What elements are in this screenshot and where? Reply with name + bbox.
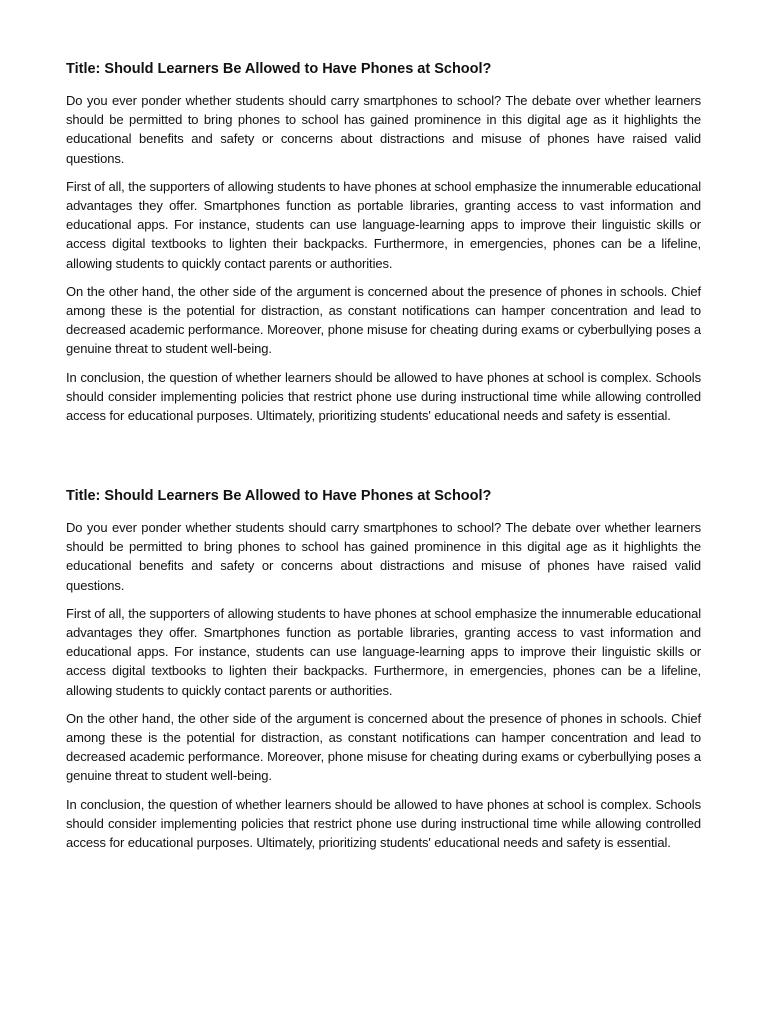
- essay-title: Title: Should Learners Be Allowed to Have Phones at School?: [66, 488, 492, 504]
- essay-paragraph-intro: Do you ever ponder whether students should carry smartphones to school? The debate over whether learners should be permitted to bring phones to school has gained prominence in this digital age as it highlights the educational benefits and safety or concerns about distractions and misuse of phones have raised valid questions.: [66, 520, 701, 593]
- essay-paragraph-conclusion: In conclusion, the question of whether learners should be allowed to have phones at school is complex. Schools should consider implementing policies that restrict phone use during instructional time while allowing controlled access for educational purposes. Ultimately, prioritizing students' educational needs and safety is essential.: [66, 369, 701, 424]
- essay-section: [66, 59, 701, 434]
- essay-paragraph-conclusion: In conclusion, the question of whether learners should be allowed to have phones at school is complex. Schools should consider implementing policies that restrict phone use during instructional time while allowing controlled access for educational purposes. Ultimately, prioritizing students' educational needs and safety is essential.: [66, 796, 701, 851]
- essay-title: Title: Should Learners Be Allowed to Have Phones at School?: [66, 61, 492, 77]
- essay-paragraph-supporters: First of all, the supporters of allowing students to have phones at school emphasize the innumerable educational advantages they offer. Smartphones function as portable libraries, granting access to vast information and educational apps. For instance, students can use language-learning apps to improve their linguistic skills or access digital textbooks to lighten their backpacks. Furthermore, in emergencies, phones can be a lifeline, allowing students to quickly contact parents or authorities.: [66, 605, 701, 698]
- essay-section: [66, 486, 701, 861]
- essay-paragraph-opponents: On the other hand, the other side of the argument is concerned about the presence of phones in schools. Chief among these is the potential for distraction, as constant notifications can hamper concentration and lead to decreased academic performance. Moreover, phone misuse for cheating during exams or cyberbullying poses a genuine threat to student well-being.: [66, 710, 701, 784]
- essay-paragraph-opponents: On the other hand, the other side of the argument is concerned about the presence of phones in schools. Chief among these is the potential for distraction, as constant notifications can hamper concentration and lead to decreased academic performance. Moreover, phone misuse for cheating during exams or cyberbullying poses a genuine threat to student well-being.: [66, 283, 701, 357]
- essay-paragraph-supporters: First of all, the supporters of allowing students to have phones at school emphasize the innumerable educational advantages they offer. Smartphones function as portable libraries, granting access to vast information and educational apps. For instance, students can use language-learning apps to improve their linguistic skills or access digital textbooks to lighten their backpacks. Furthermore, in emergencies, phones can be a lifeline, allowing students to quickly contact parents or authorities.: [66, 178, 701, 271]
- essay-paragraph-intro: Do you ever ponder whether students should carry smartphones to school? The debate over whether learners should be permitted to bring phones to school has gained prominence in this digital age as it highlights the educational benefits and safety or concerns about distractions and misuse of phones have raised valid questions.: [66, 93, 701, 166]
